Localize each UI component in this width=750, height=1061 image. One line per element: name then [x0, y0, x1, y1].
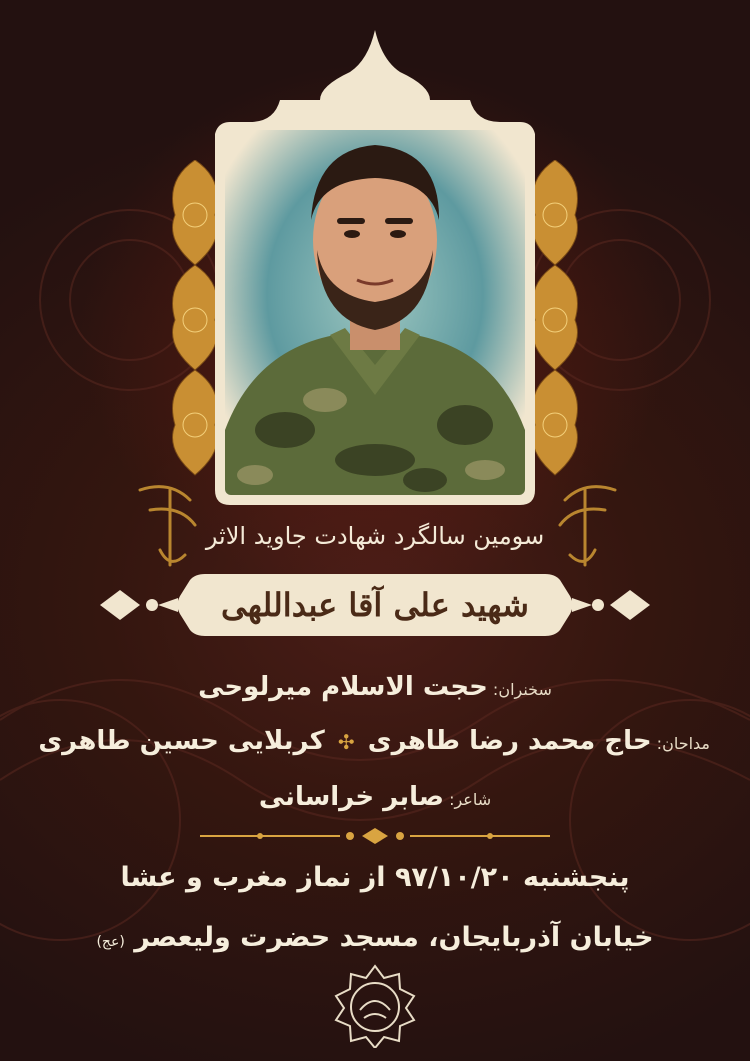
eulogist-first: حاج محمد رضا طاهری [367, 726, 652, 756]
poet-label: شاعر: [449, 790, 492, 809]
eulogist-second: کربلایی حسین طاهری [38, 726, 325, 756]
speaker-label: سخنران: [492, 680, 552, 699]
poet-name: صابر خراسانی [258, 782, 444, 812]
location-honorific: (عج) [96, 934, 125, 950]
eulogists-line [40, 722, 710, 763]
organizer-seal-icon [332, 962, 418, 1048]
eulogist-separator: ✣ [337, 730, 355, 754]
location: خیابان آذربایجان، مسجد حضرت ولیعصر [134, 922, 654, 953]
eulogists-label: مداحان: [656, 734, 710, 753]
date-time: پنجشنبه ۹۷/۱۰/۲۰ از نماز مغرب و عشا [120, 862, 630, 893]
martyr-name: شهید علی آقا عبداللهی [221, 586, 529, 624]
location-line [40, 918, 710, 962]
speaker-line [40, 668, 710, 709]
speaker-name: حجت الاسلام میرلوحی [198, 672, 488, 702]
ornamental-divider [200, 826, 550, 846]
poet-line [40, 778, 710, 819]
anniversary-subtitle: سومین سالگرد شهادت جاوید الاثر [205, 522, 545, 550]
martyr-portrait [225, 130, 525, 495]
